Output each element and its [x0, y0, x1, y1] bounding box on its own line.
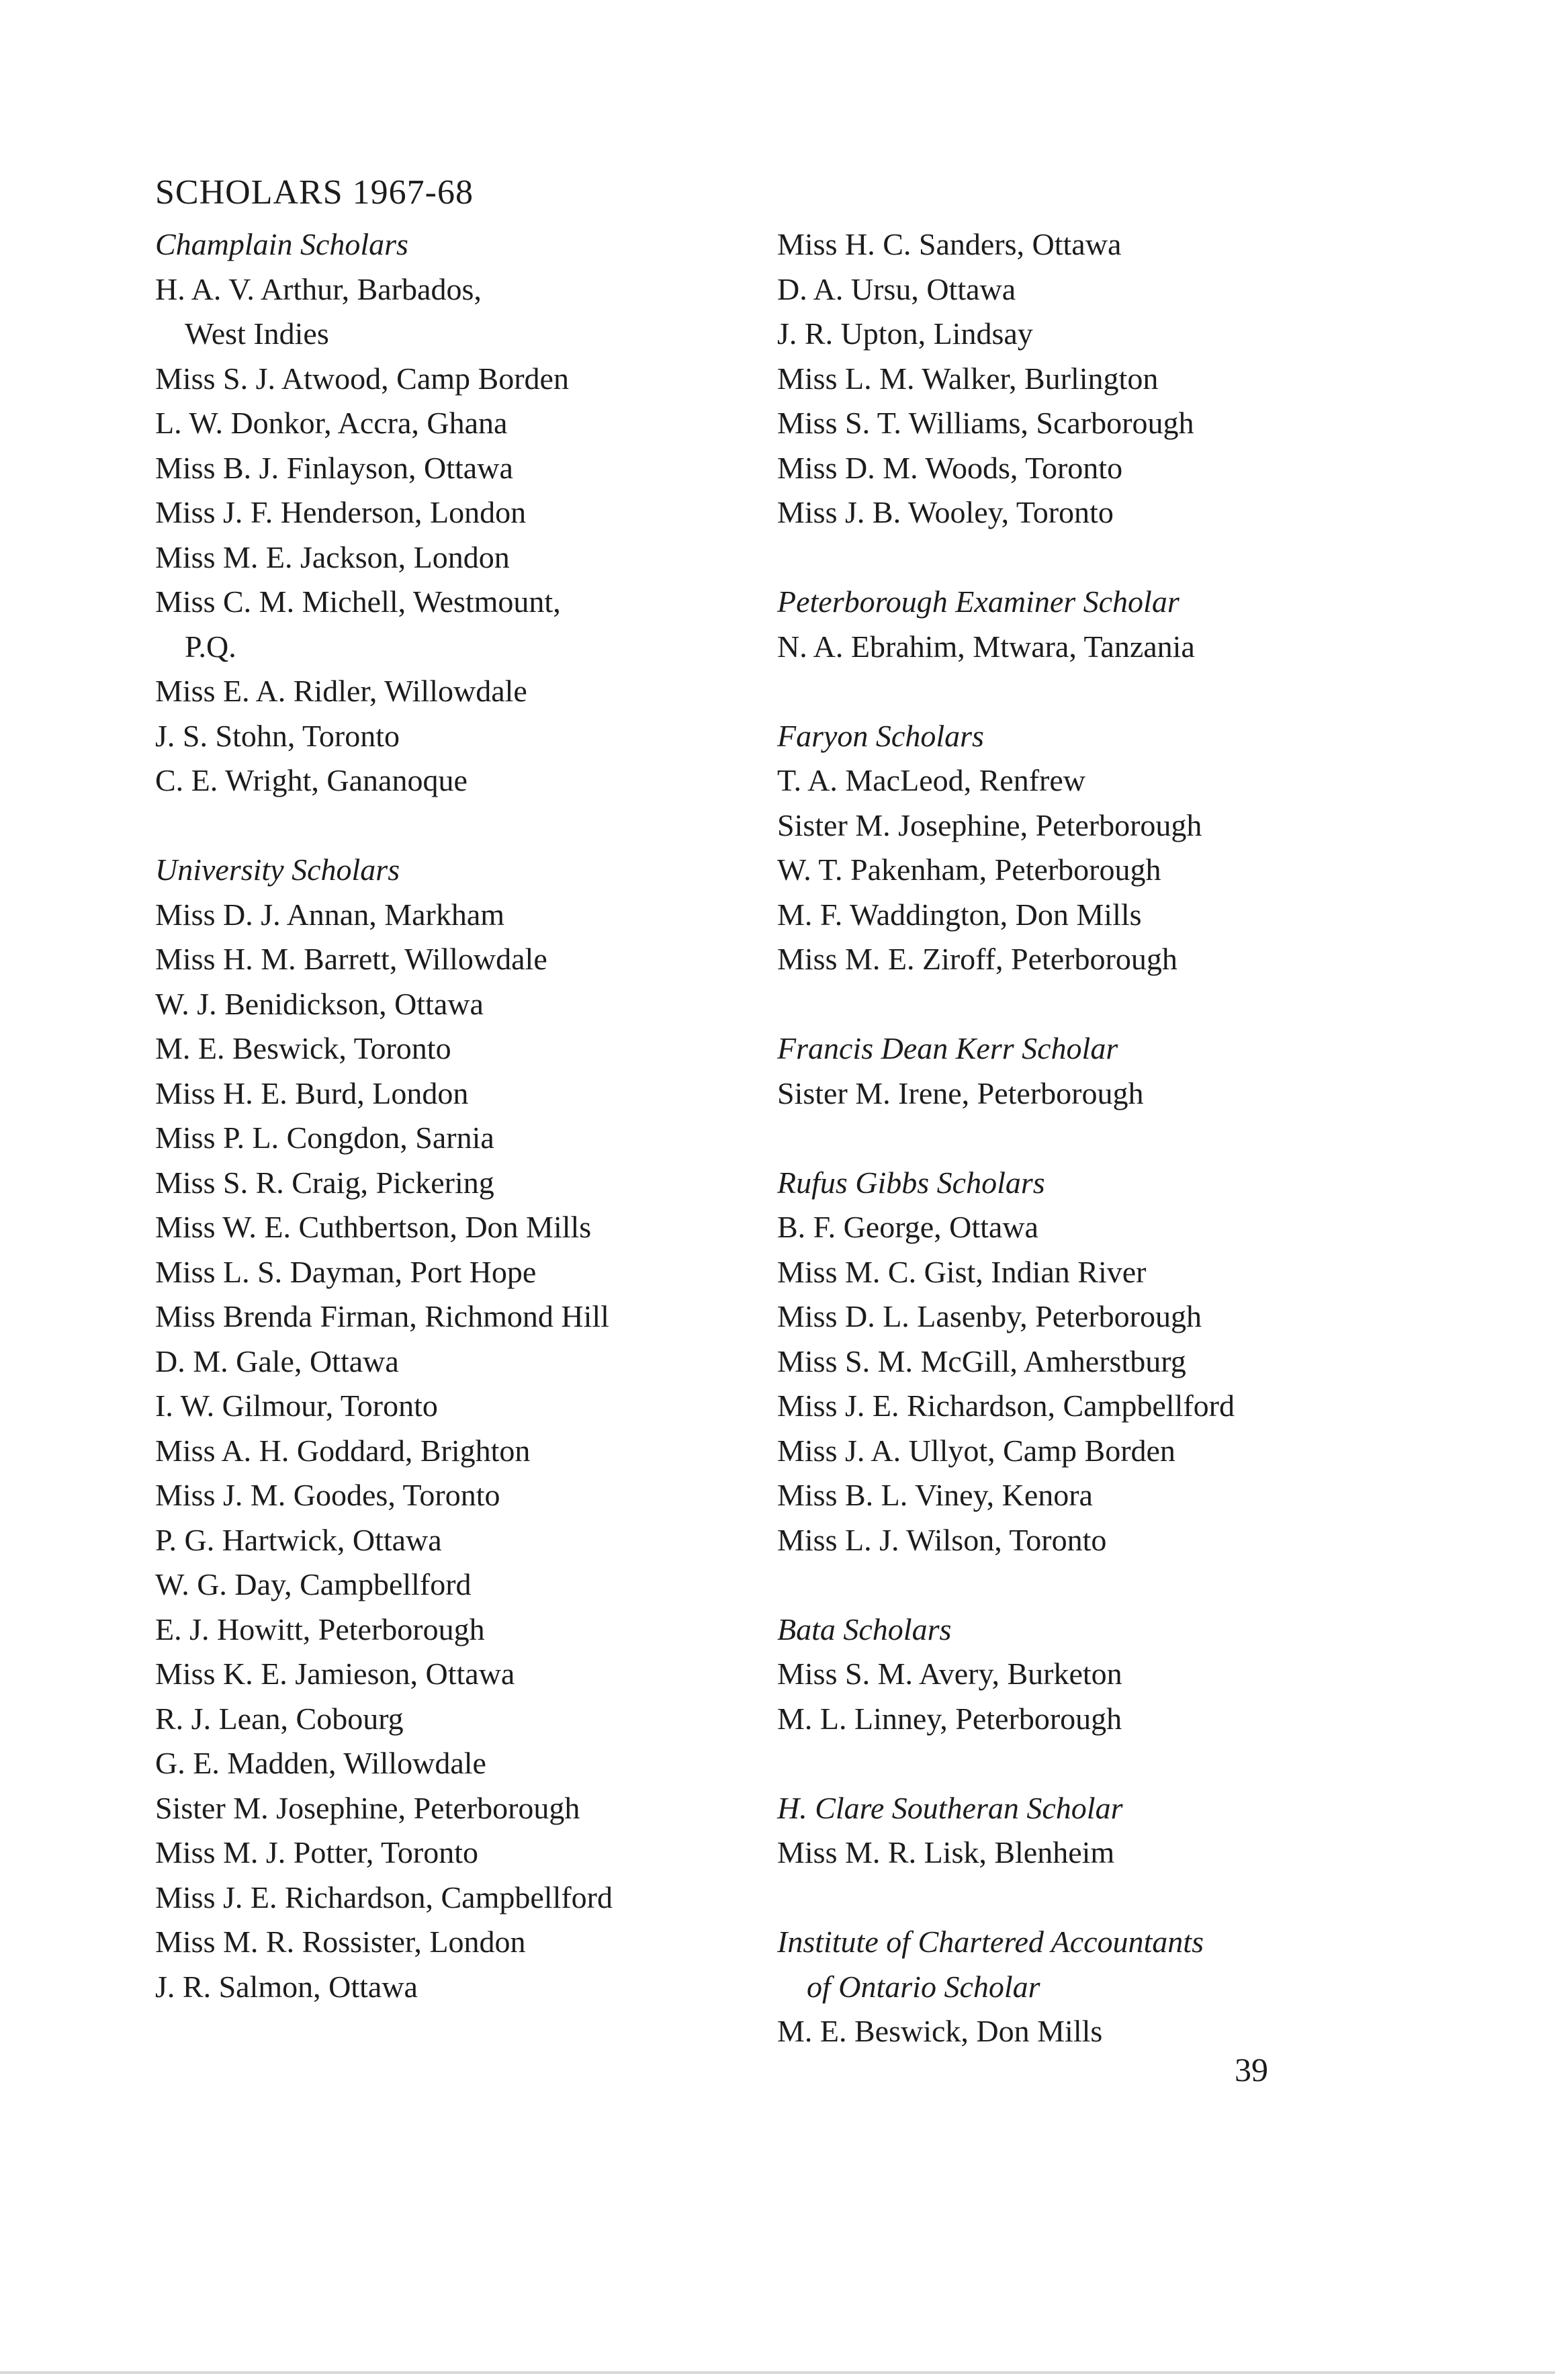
- section-title: Institute of Chartered Accountants: [777, 1925, 1204, 1959]
- list-item: Miss H. C. Sanders, Ottawa: [777, 227, 1122, 261]
- list-item: D. A. Ursu, Ottawa: [777, 271, 1016, 306]
- left-column: [155, 163, 840, 2054]
- list-item: Sister M. Josephine, Peterborough: [777, 807, 1202, 842]
- section-francis-dean-kerr-scholar: [777, 1026, 1462, 1116]
- list-item: B. F. George, Ottawa: [777, 1210, 1038, 1244]
- section-title: H. Clare Southeran Scholar: [777, 1790, 1123, 1825]
- list-item: Miss J. F. Henderson, London: [155, 495, 527, 529]
- list-item: Miss H. M. Barrett, Willowdale: [155, 942, 547, 976]
- list-item: Sister M. Irene, Peterborough: [777, 1075, 1144, 1110]
- section-title-continuation: of Ontario Scholar: [807, 1969, 1040, 2004]
- section-bata-scholars: [777, 1607, 1462, 1742]
- list-item: Sister M. Josephine, Peterborough: [155, 1790, 580, 1825]
- list-item: Miss D. L. Lasenby, Peterborough: [777, 1299, 1202, 1333]
- list-item: Miss C. M. Michell, Westmount,: [155, 584, 561, 619]
- scholar-list: [777, 1205, 1462, 1562]
- section-title: Peterborough Examiner Scholar: [777, 584, 1180, 619]
- list-item: Miss L. S. Dayman, Port Hope: [155, 1254, 537, 1289]
- list-item: Miss S. T. Williams, Scarborough: [777, 406, 1194, 440]
- list-item: Miss M. E. Ziroff, Peterborough: [777, 942, 1178, 976]
- list-item: N. A. Ebrahim, Mtwara, Tanzania: [777, 629, 1195, 664]
- scholar-list: [777, 758, 1462, 982]
- list-item: W. G. Day, Campbellford: [155, 1567, 472, 1601]
- list-item: M. F. Waddington, Don Mills: [777, 897, 1142, 932]
- list-item: W. T. Pakenham, Peterborough: [777, 852, 1161, 887]
- list-item: H. A. V. Arthur, Barbados,: [155, 271, 482, 306]
- section-peterborough-examiner-scholar: [777, 580, 1462, 669]
- list-item: Miss L. J. Wilson, Toronto: [777, 1522, 1107, 1557]
- list-item: Miss J. B. Wooley, Toronto: [777, 495, 1114, 529]
- list-item: E. J. Howitt, Peterborough: [155, 1612, 485, 1646]
- section-title: Champlain Scholars: [155, 227, 408, 261]
- list-item: Miss J. M. Goodes, Toronto: [155, 1478, 500, 1512]
- list-item: Miss K. E. Jamieson, Ottawa: [155, 1657, 515, 1691]
- section-title: Francis Dean Kerr Scholar: [777, 1031, 1118, 1065]
- list-item: M. L. Linney, Peterborough: [777, 1701, 1122, 1736]
- list-item: Miss S. J. Atwood, Camp Borden: [155, 361, 569, 396]
- scholar-list: [777, 1652, 1462, 1741]
- section-title: Faryon Scholars: [777, 718, 984, 753]
- list-item: Miss M. J. Potter, Toronto: [155, 1835, 478, 1869]
- section-title: Bata Scholars: [777, 1612, 952, 1646]
- list-item: M. E. Beswick, Toronto: [155, 1031, 451, 1065]
- list-item: Miss M. R. Rossister, London: [155, 1925, 526, 1959]
- list-item: Miss D. J. Annan, Markham: [155, 897, 505, 932]
- section-rufus-gibbs-scholars: [777, 1161, 1462, 1563]
- page-number: 39: [1235, 2051, 1268, 2088]
- section-university-scholars-continued: [777, 222, 1462, 535]
- list-item: R. J. Lean, Cobourg: [155, 1701, 404, 1736]
- section-faryon-scholars: [777, 714, 1462, 982]
- list-item: D. M. Gale, Ottawa: [155, 1343, 399, 1378]
- section-champlain-scholars: [155, 222, 840, 803]
- list-item: Miss J. E. Richardson, Campbellford: [777, 1389, 1235, 1423]
- section-university-scholars: [155, 848, 840, 2009]
- list-item: Miss S. R. Craig, Pickering: [155, 1165, 494, 1200]
- list-item: P. G. Hartwick, Ottawa: [155, 1522, 442, 1557]
- list-item: J. R. Salmon, Ottawa: [155, 1969, 418, 2004]
- page-bottom-edge: [0, 2371, 1555, 2374]
- list-item-continuation: P.Q.: [185, 629, 236, 664]
- scholar-list: [777, 1831, 1462, 1876]
- list-item: Miss D. M. Woods, Toronto: [777, 450, 1123, 485]
- list-item: Miss P. L. Congdon, Sarnia: [155, 1120, 494, 1155]
- list-item: Miss M. C. Gist, Indian River: [777, 1254, 1147, 1289]
- scholar-list: [777, 2009, 1462, 2054]
- list-item: L. W. Donkor, Accra, Ghana: [155, 406, 508, 440]
- section-h-clare-southeran-scholar: [777, 1786, 1462, 1876]
- list-item: T. A. MacLeod, Renfrew: [777, 763, 1085, 797]
- list-item: Miss S. M. McGill, Amherstburg: [777, 1343, 1186, 1378]
- list-item: G. E. Madden, Willowdale: [155, 1746, 486, 1780]
- right-column: [777, 222, 1462, 2099]
- list-item: Miss S. M. Avery, Burketon: [777, 1657, 1122, 1691]
- list-item-continuation: West Indies: [185, 316, 329, 351]
- list-item: I. W. Gilmour, Toronto: [155, 1389, 438, 1423]
- list-item: Miss Brenda Firman, Richmond Hill: [155, 1299, 609, 1333]
- page-heading: SCHOLARS 1967-68: [155, 173, 474, 212]
- list-item: Miss M. R. Lisk, Blenheim: [777, 1835, 1115, 1869]
- section-institute-chartered-accountants-scholar: [777, 1920, 1462, 2054]
- list-item: Miss L. M. Walker, Burlington: [777, 361, 1159, 396]
- scholar-list: [777, 222, 1462, 535]
- section-title: University Scholars: [155, 852, 400, 887]
- list-item: J. R. Upton, Lindsay: [777, 316, 1033, 351]
- scholar-list: [155, 893, 840, 2010]
- list-item: M. E. Beswick, Don Mills: [777, 2014, 1103, 2048]
- list-item: Miss J. E. Richardson, Campbellford: [155, 1880, 613, 1914]
- list-item: Miss W. E. Cuthbertson, Don Mills: [155, 1210, 592, 1244]
- list-item: J. S. Stohn, Toronto: [155, 718, 400, 753]
- scholar-list: [155, 267, 840, 803]
- list-item: Miss A. H. Goddard, Brighton: [155, 1433, 531, 1468]
- list-item: Miss E. A. Ridler, Willowdale: [155, 674, 527, 708]
- list-item: Miss B. J. Finlayson, Ottawa: [155, 450, 513, 485]
- list-item: C. E. Wright, Gananoque: [155, 763, 468, 797]
- scholar-list: [777, 1071, 1462, 1116]
- list-item: Miss B. L. Viney, Kenora: [777, 1478, 1093, 1512]
- section-title: Rufus Gibbs Scholars: [777, 1165, 1045, 1200]
- list-item: Miss J. A. Ullyot, Camp Borden: [777, 1433, 1175, 1468]
- list-item: W. J. Benidickson, Ottawa: [155, 986, 484, 1021]
- list-item: Miss M. E. Jackson, London: [155, 539, 510, 574]
- scholar-list: [777, 625, 1462, 670]
- list-item: Miss H. E. Burd, London: [155, 1075, 469, 1110]
